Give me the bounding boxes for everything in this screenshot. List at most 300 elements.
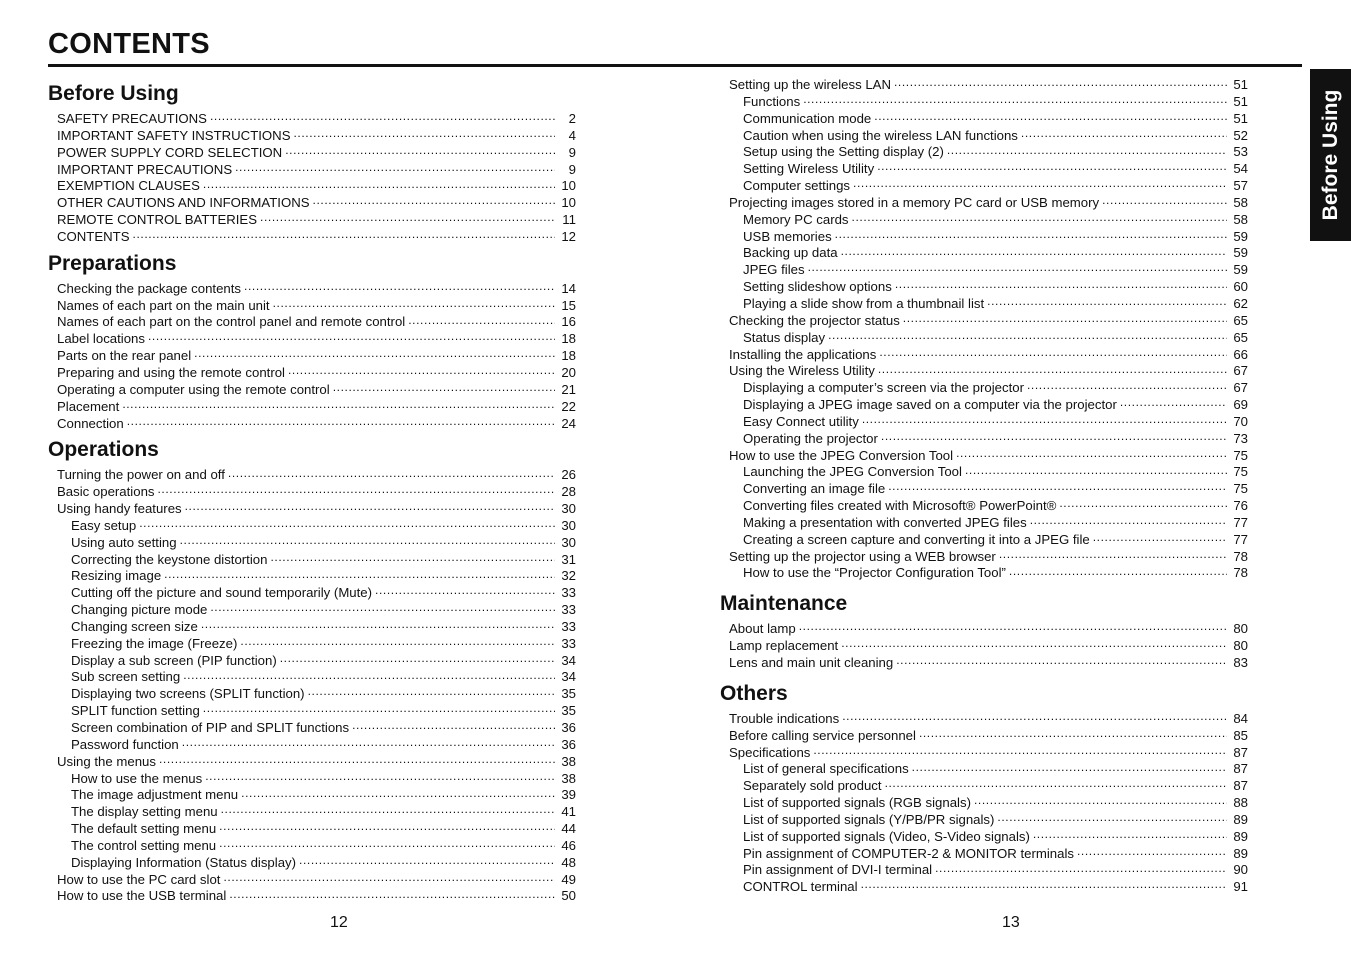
toc-entry-label: Using the Wireless Utility bbox=[729, 363, 875, 379]
toc-entry-page: 51 bbox=[1233, 110, 1248, 126]
toc-entry[interactable] bbox=[720, 793, 1248, 810]
toc-entry-page: 67 bbox=[1233, 363, 1248, 379]
dot-leader bbox=[1059, 496, 1227, 510]
toc-entry[interactable] bbox=[48, 279, 576, 296]
toc-entry[interactable] bbox=[48, 210, 576, 227]
toc-entry[interactable] bbox=[720, 479, 1248, 496]
toc-entry[interactable] bbox=[720, 844, 1248, 861]
toc-entry-label: POWER SUPPLY CORD SELECTION bbox=[57, 144, 283, 160]
dot-leader bbox=[878, 361, 1227, 375]
toc-entry-page: 91 bbox=[1233, 879, 1248, 895]
toc-entry-label: Using the menus bbox=[57, 753, 156, 769]
dot-leader bbox=[241, 785, 555, 799]
toc-entry[interactable] bbox=[720, 877, 1248, 894]
toc-entry-label: Functions bbox=[743, 93, 801, 109]
toc-entry-label: The image adjustment menu bbox=[71, 787, 239, 803]
dot-leader bbox=[1021, 126, 1227, 140]
dot-leader bbox=[203, 701, 555, 715]
toc-entry-page: 30 bbox=[561, 534, 576, 550]
toc-entry-label: How to use the “Projector Configuration Tool” bbox=[743, 565, 1006, 581]
toc-entry-page: 84 bbox=[1233, 710, 1248, 726]
toc-entry[interactable] bbox=[720, 109, 1248, 126]
toc-entry[interactable] bbox=[720, 176, 1248, 193]
toc-entry[interactable] bbox=[720, 378, 1248, 395]
toc-entry[interactable] bbox=[48, 312, 576, 329]
toc-entry-page: 58 bbox=[1233, 211, 1248, 227]
toc-entry[interactable] bbox=[720, 827, 1248, 844]
toc-entry-list bbox=[720, 619, 1248, 670]
toc-entry[interactable] bbox=[720, 446, 1248, 463]
dot-leader bbox=[903, 311, 1227, 325]
toc-entry[interactable] bbox=[48, 346, 576, 363]
dot-leader bbox=[182, 735, 555, 749]
toc-entry[interactable] bbox=[720, 395, 1248, 412]
toc-entry[interactable] bbox=[48, 583, 576, 600]
toc-left-column bbox=[48, 78, 576, 903]
toc-entry[interactable] bbox=[48, 600, 576, 617]
dot-leader bbox=[285, 143, 555, 157]
toc-entry-label: OTHER CAUTIONS AND INFORMATIONS bbox=[57, 195, 310, 211]
toc-entry-label: Computer settings bbox=[743, 178, 851, 194]
toc-entry-label: Displaying a JPEG image saved on a computer via the projector bbox=[743, 397, 1117, 413]
dot-leader bbox=[164, 566, 555, 580]
toc-entry[interactable] bbox=[720, 619, 1248, 636]
toc-entry[interactable] bbox=[48, 499, 576, 516]
toc-entry[interactable] bbox=[48, 870, 576, 887]
toc-entry[interactable] bbox=[48, 465, 576, 482]
toc-entry[interactable] bbox=[48, 516, 576, 533]
toc-entry[interactable] bbox=[720, 126, 1248, 143]
toc-entry-page: 80 bbox=[1233, 621, 1248, 637]
toc-entry[interactable] bbox=[48, 769, 576, 786]
toc-entry-page: 76 bbox=[1233, 498, 1248, 514]
page-number-left: 12 bbox=[330, 914, 348, 931]
toc-entry-label: Setup using the Setting display (2) bbox=[743, 144, 944, 160]
toc-entry-label: Turning the power on and off bbox=[57, 467, 225, 483]
dot-leader bbox=[122, 397, 555, 411]
toc-entry[interactable] bbox=[720, 260, 1248, 277]
toc-entry-page: 77 bbox=[1233, 531, 1248, 547]
toc-entry[interactable] bbox=[48, 836, 576, 853]
toc-entry[interactable] bbox=[720, 726, 1248, 743]
dot-leader bbox=[852, 210, 1227, 224]
toc-entry-label: Before calling service personnel bbox=[729, 727, 916, 743]
dot-leader bbox=[299, 853, 555, 867]
toc-entry[interactable] bbox=[48, 227, 576, 244]
toc-entry-label: Changing picture mode bbox=[71, 602, 208, 618]
toc-entry[interactable] bbox=[720, 462, 1248, 479]
toc-entry-label: Display a sub screen (PIP function) bbox=[71, 652, 277, 668]
toc-entry-page: 33 bbox=[561, 635, 576, 651]
toc-entry[interactable] bbox=[720, 743, 1248, 760]
toc-entry-page: 15 bbox=[561, 297, 576, 313]
dot-leader bbox=[1120, 395, 1227, 409]
toc-entry-page: 9 bbox=[568, 144, 576, 160]
dot-leader bbox=[956, 446, 1227, 460]
dot-leader bbox=[158, 482, 556, 496]
toc-entry-page: 65 bbox=[1233, 312, 1248, 328]
toc-entry[interactable] bbox=[48, 634, 576, 651]
toc-entry-label: The control setting menu bbox=[71, 837, 217, 853]
toc-entry-page: 87 bbox=[1233, 744, 1248, 760]
toc-entry[interactable] bbox=[48, 329, 576, 346]
dot-leader bbox=[308, 684, 555, 698]
toc-entry-label: Sub screen setting bbox=[71, 669, 181, 685]
toc-entry[interactable] bbox=[720, 776, 1248, 793]
toc-entry[interactable] bbox=[48, 735, 576, 752]
dot-leader bbox=[244, 279, 555, 293]
toc-entry-page: 9 bbox=[568, 161, 576, 177]
toc-section bbox=[720, 75, 1248, 580]
dot-leader bbox=[895, 277, 1227, 291]
toc-entry-page: 39 bbox=[561, 787, 576, 803]
toc-entry[interactable] bbox=[720, 159, 1248, 176]
section-heading: Maintenance bbox=[720, 592, 848, 616]
toc-entry[interactable] bbox=[720, 653, 1248, 670]
dot-leader bbox=[803, 92, 1227, 106]
toc-entry-page: 21 bbox=[561, 381, 576, 397]
toc-entry-page: 85 bbox=[1233, 727, 1248, 743]
toc-entry-page: 65 bbox=[1233, 329, 1248, 345]
toc-entry-page: 87 bbox=[1233, 778, 1248, 794]
toc-entry[interactable] bbox=[720, 345, 1248, 362]
toc-entry[interactable] bbox=[48, 684, 576, 701]
toc-entry-page: 90 bbox=[1233, 862, 1248, 878]
toc-entry-label: REMOTE CONTROL BATTERIES bbox=[57, 212, 258, 228]
dot-leader bbox=[874, 109, 1227, 123]
dot-leader bbox=[888, 479, 1227, 493]
toc-entry[interactable] bbox=[48, 617, 576, 634]
toc-entry-label: Operating a computer using the remote control bbox=[57, 381, 330, 397]
toc-entry[interactable] bbox=[48, 566, 576, 583]
dot-leader bbox=[219, 819, 555, 833]
toc-entry-page: 33 bbox=[561, 585, 576, 601]
toc-entry-label: Screen combination of PIP and SPLIT functions bbox=[71, 720, 350, 735]
toc-entry-label: Pin assignment of COMPUTER-2 & MONITOR terminals bbox=[743, 845, 1074, 861]
toc-entry-label: Separately sold product bbox=[743, 778, 882, 794]
toc-entry-page: 59 bbox=[1233, 228, 1248, 244]
toc-entry-label: Setting slideshow options bbox=[743, 279, 892, 295]
toc-entry-page: 59 bbox=[1233, 262, 1248, 278]
toc-entry-page: 41 bbox=[561, 804, 576, 820]
toc-entry[interactable] bbox=[720, 513, 1248, 530]
toc-entry-page: 51 bbox=[1233, 77, 1248, 92]
toc-entry-label: Lamp replacement bbox=[729, 638, 839, 654]
toc-entry-page: 30 bbox=[561, 501, 576, 517]
toc-entry-page: 28 bbox=[561, 484, 576, 500]
toc-entry-page: 4 bbox=[568, 127, 576, 143]
toc-entry[interactable] bbox=[720, 810, 1248, 827]
toc-entry-list bbox=[48, 279, 576, 431]
dot-leader bbox=[133, 227, 555, 241]
toc-entry-label: Lens and main unit cleaning bbox=[729, 655, 894, 670]
dot-leader bbox=[987, 294, 1227, 308]
dot-leader bbox=[333, 380, 555, 394]
toc-entry-label: List of general specifications bbox=[743, 761, 909, 777]
toc-entry-label: Operating the projector bbox=[743, 430, 878, 446]
toc-entry[interactable] bbox=[48, 533, 576, 550]
dot-leader bbox=[229, 886, 555, 900]
toc-entry[interactable] bbox=[48, 363, 576, 380]
toc-entry[interactable] bbox=[720, 243, 1248, 260]
toc-entry-label: EXEMPTION CLAUSES bbox=[57, 178, 200, 194]
toc-entry-page: 20 bbox=[561, 364, 576, 380]
toc-entry[interactable] bbox=[720, 412, 1248, 429]
toc-entry-page: 18 bbox=[561, 348, 576, 364]
dot-leader bbox=[139, 516, 555, 530]
toc-entry-label: Converting files created with Microsoft® PowerPoint® bbox=[743, 498, 1057, 514]
dot-leader bbox=[223, 870, 555, 884]
toc-entry-label: Projecting images stored in a memory PC card or USB memory bbox=[729, 194, 1100, 210]
toc-entry-label: The default setting menu bbox=[71, 821, 217, 837]
toc-entry[interactable] bbox=[48, 126, 576, 143]
toc-entry-label: Specifications bbox=[729, 744, 811, 760]
toc-entry[interactable] bbox=[720, 75, 1248, 92]
toc-entry-page: 46 bbox=[561, 837, 576, 853]
toc-entry[interactable] bbox=[720, 496, 1248, 513]
dot-leader bbox=[862, 412, 1227, 426]
dot-leader bbox=[799, 619, 1227, 633]
side-section-tab bbox=[1310, 69, 1351, 241]
toc-entry-page: 75 bbox=[1233, 447, 1248, 463]
section-heading: Before Using bbox=[48, 82, 179, 105]
toc-entry[interactable] bbox=[720, 311, 1248, 328]
toc-entry-page: 58 bbox=[1233, 194, 1248, 210]
toc-entry-label: Correcting the keystone distortion bbox=[71, 551, 268, 567]
dot-leader bbox=[313, 193, 555, 207]
toc-entry-page: 2 bbox=[568, 111, 576, 126]
toc-entry[interactable] bbox=[48, 193, 576, 210]
toc-entry-label: Basic operations bbox=[57, 484, 155, 500]
toc-entry-label: Names of each part on the control panel and remote control bbox=[57, 314, 406, 330]
toc-entry[interactable] bbox=[48, 414, 576, 431]
toc-entry[interactable] bbox=[48, 667, 576, 684]
toc-entry-label: Freezing the image (Freeze) bbox=[71, 635, 238, 651]
toc-entry[interactable] bbox=[48, 651, 576, 668]
toc-entry-page: 35 bbox=[561, 703, 576, 719]
toc-entry-label: Setting Wireless Utility bbox=[743, 161, 875, 177]
toc-entry[interactable] bbox=[720, 210, 1248, 227]
dot-leader bbox=[841, 243, 1227, 257]
toc-entry[interactable] bbox=[48, 296, 576, 313]
toc-entry-page: 36 bbox=[561, 720, 576, 735]
toc-entry[interactable] bbox=[48, 482, 576, 499]
toc-entry[interactable] bbox=[720, 142, 1248, 159]
toc-entry-page: 89 bbox=[1233, 811, 1248, 827]
dot-leader bbox=[183, 667, 555, 681]
toc-entry[interactable] bbox=[48, 109, 576, 126]
dot-leader bbox=[881, 429, 1227, 443]
toc-entry-label: How to use the JPEG Conversion Tool bbox=[729, 447, 954, 463]
toc-entry-page: 78 bbox=[1233, 548, 1248, 564]
side-tab-label: Before Using bbox=[1318, 89, 1342, 221]
dot-leader bbox=[808, 260, 1227, 274]
toc-entry-page: 38 bbox=[561, 753, 576, 769]
toc-entry-page: 30 bbox=[561, 517, 576, 533]
toc-entry-page: 70 bbox=[1233, 413, 1248, 429]
toc-entry-label: Connection bbox=[57, 415, 124, 431]
dot-leader bbox=[912, 759, 1227, 773]
toc-entry-page: 89 bbox=[1233, 845, 1248, 861]
toc-entry[interactable] bbox=[720, 759, 1248, 776]
toc-entry-label: The display setting menu bbox=[71, 804, 218, 820]
dot-leader bbox=[885, 776, 1227, 790]
dot-leader bbox=[997, 810, 1227, 824]
dot-leader bbox=[1093, 530, 1227, 544]
toc-entry-label: How to use the PC card slot bbox=[57, 871, 221, 887]
toc-entry[interactable] bbox=[48, 853, 576, 870]
toc-entry[interactable] bbox=[720, 92, 1248, 109]
toc-entry-label: How to use the USB terminal bbox=[57, 888, 227, 904]
dot-leader bbox=[194, 346, 555, 360]
toc-entry-label: JPEG files bbox=[743, 262, 805, 278]
dot-leader bbox=[148, 329, 555, 343]
toc-entry-list bbox=[720, 75, 1248, 580]
toc-entry-label: Using auto setting bbox=[71, 534, 177, 550]
page-title: CONTENTS bbox=[48, 28, 210, 60]
dot-leader bbox=[159, 752, 555, 766]
toc-entry-page: 50 bbox=[561, 888, 576, 904]
toc-entry-label: Label locations bbox=[57, 331, 145, 347]
toc-entry-label: Setting up the projector using a WEB browser bbox=[729, 548, 996, 564]
dot-leader bbox=[1102, 193, 1227, 207]
dot-leader bbox=[919, 726, 1227, 740]
toc-entry-page: 31 bbox=[561, 551, 576, 567]
toc-entry[interactable] bbox=[720, 328, 1248, 345]
toc-entry[interactable] bbox=[720, 547, 1248, 564]
section-heading: Operations bbox=[48, 438, 159, 462]
toc-entry[interactable] bbox=[48, 397, 576, 414]
toc-entry[interactable] bbox=[48, 802, 576, 819]
toc-entry[interactable] bbox=[48, 718, 576, 735]
toc-entry-page: 34 bbox=[561, 669, 576, 685]
toc-entry[interactable] bbox=[48, 752, 576, 769]
toc-entry-page: 51 bbox=[1233, 93, 1248, 109]
toc-entry[interactable] bbox=[720, 294, 1248, 311]
toc-entry[interactable] bbox=[720, 709, 1248, 726]
toc-entry-page: 12 bbox=[561, 228, 576, 244]
toc-entry-page: 34 bbox=[561, 652, 576, 668]
dot-leader bbox=[894, 75, 1227, 89]
toc-entry-page: 87 bbox=[1233, 761, 1248, 777]
toc-entry[interactable] bbox=[48, 701, 576, 718]
toc-entry[interactable] bbox=[48, 160, 576, 177]
toc-entry[interactable] bbox=[48, 176, 576, 193]
dot-leader bbox=[842, 709, 1227, 723]
toc-entry-page: 26 bbox=[561, 467, 576, 483]
toc-entry[interactable] bbox=[720, 636, 1248, 653]
toc-entry[interactable] bbox=[48, 785, 576, 802]
toc-entry-label: Displaying two screens (SPLIT function) bbox=[71, 686, 305, 702]
toc-entry-label: Displaying a computer’s screen via the projector bbox=[743, 380, 1024, 396]
toc-entry-page: 77 bbox=[1233, 514, 1248, 530]
toc-entry[interactable] bbox=[48, 143, 576, 160]
toc-entry-list bbox=[48, 465, 576, 903]
toc-entry-page: 33 bbox=[561, 618, 576, 634]
dot-leader bbox=[210, 109, 555, 123]
toc-entry[interactable] bbox=[48, 550, 576, 567]
toc-entry-label: Memory PC cards bbox=[743, 211, 849, 227]
toc-entry[interactable] bbox=[720, 193, 1248, 210]
dot-leader bbox=[408, 312, 555, 326]
toc-entry-label: Changing screen size bbox=[71, 618, 198, 634]
dot-leader bbox=[935, 860, 1227, 874]
toc-entry[interactable] bbox=[48, 886, 576, 903]
toc-entry[interactable] bbox=[720, 277, 1248, 294]
toc-entry[interactable] bbox=[720, 563, 1248, 580]
toc-section bbox=[720, 590, 1248, 670]
toc-entry-label: Setting up the wireless LAN bbox=[729, 77, 891, 92]
dot-leader bbox=[260, 210, 555, 224]
toc-entry-label: How to use the menus bbox=[71, 770, 203, 786]
dot-leader bbox=[127, 414, 555, 428]
toc-entry-label: Preparing and using the remote control bbox=[57, 364, 285, 380]
toc-entry-list bbox=[48, 109, 576, 244]
toc-entry-label: Names of each part on the main unit bbox=[57, 297, 270, 313]
toc-entry[interactable] bbox=[48, 819, 576, 836]
toc-entry-page: 33 bbox=[561, 602, 576, 618]
toc-entry-page: 80 bbox=[1233, 638, 1248, 654]
toc-entry-label: Communication mode bbox=[743, 110, 872, 126]
dot-leader bbox=[879, 345, 1227, 359]
toc-entry-label: Backing up data bbox=[743, 245, 838, 261]
toc-entry-label: SPLIT function setting bbox=[71, 703, 200, 719]
toc-entry[interactable] bbox=[48, 380, 576, 397]
dot-leader bbox=[841, 636, 1227, 650]
toc-entry-label: Checking the package contents bbox=[57, 280, 242, 296]
toc-entry-label: Easy Connect utility bbox=[743, 413, 859, 429]
toc-entry-page: 60 bbox=[1233, 279, 1248, 295]
toc-entry-label: Cutting off the picture and sound temporarily (Mute) bbox=[71, 585, 373, 601]
toc-entry-label: CONTENTS bbox=[57, 228, 130, 244]
toc-entry-page: 18 bbox=[561, 331, 576, 347]
toc-entry-page: 10 bbox=[561, 195, 576, 211]
dot-leader bbox=[1030, 513, 1227, 527]
toc-entry-label: USB memories bbox=[743, 228, 832, 244]
toc-entry-label: Checking the projector status bbox=[729, 312, 900, 328]
toc-entry-label: List of supported signals (Y/PB/PR signals) bbox=[743, 811, 995, 827]
toc-section bbox=[48, 80, 576, 244]
toc-entry-list bbox=[720, 709, 1248, 894]
dot-leader bbox=[185, 499, 555, 513]
dot-leader bbox=[999, 547, 1227, 561]
section-heading: Preparations bbox=[48, 251, 177, 275]
dot-leader bbox=[228, 465, 555, 479]
toc-entry[interactable] bbox=[720, 530, 1248, 547]
dot-leader bbox=[877, 159, 1227, 173]
toc-entry[interactable] bbox=[720, 227, 1248, 244]
toc-entry-label: IMPORTANT PRECAUTIONS bbox=[57, 161, 233, 177]
toc-entry[interactable] bbox=[720, 429, 1248, 446]
toc-entry[interactable] bbox=[720, 860, 1248, 877]
toc-entry-label: Converting an image file bbox=[743, 481, 886, 497]
toc-entry[interactable] bbox=[720, 361, 1248, 378]
toc-entry-page: 54 bbox=[1233, 161, 1248, 177]
toc-entry-label: List of supported signals (Video, S-Video signals) bbox=[743, 828, 1030, 844]
toc-entry-page: 22 bbox=[561, 398, 576, 414]
toc-entry-label: Parts on the rear panel bbox=[57, 348, 192, 364]
dot-leader bbox=[1027, 378, 1227, 392]
dot-leader bbox=[180, 533, 555, 547]
toc-entry-page: 88 bbox=[1233, 795, 1248, 811]
dot-leader bbox=[974, 793, 1227, 807]
toc-entry-page: 53 bbox=[1233, 144, 1248, 160]
dot-leader bbox=[235, 160, 555, 174]
toc-entry-label: Launching the JPEG Conversion Tool bbox=[743, 464, 962, 480]
toc-entry-label: Placement bbox=[57, 398, 120, 414]
dot-leader bbox=[965, 462, 1227, 476]
dot-leader bbox=[203, 176, 555, 190]
